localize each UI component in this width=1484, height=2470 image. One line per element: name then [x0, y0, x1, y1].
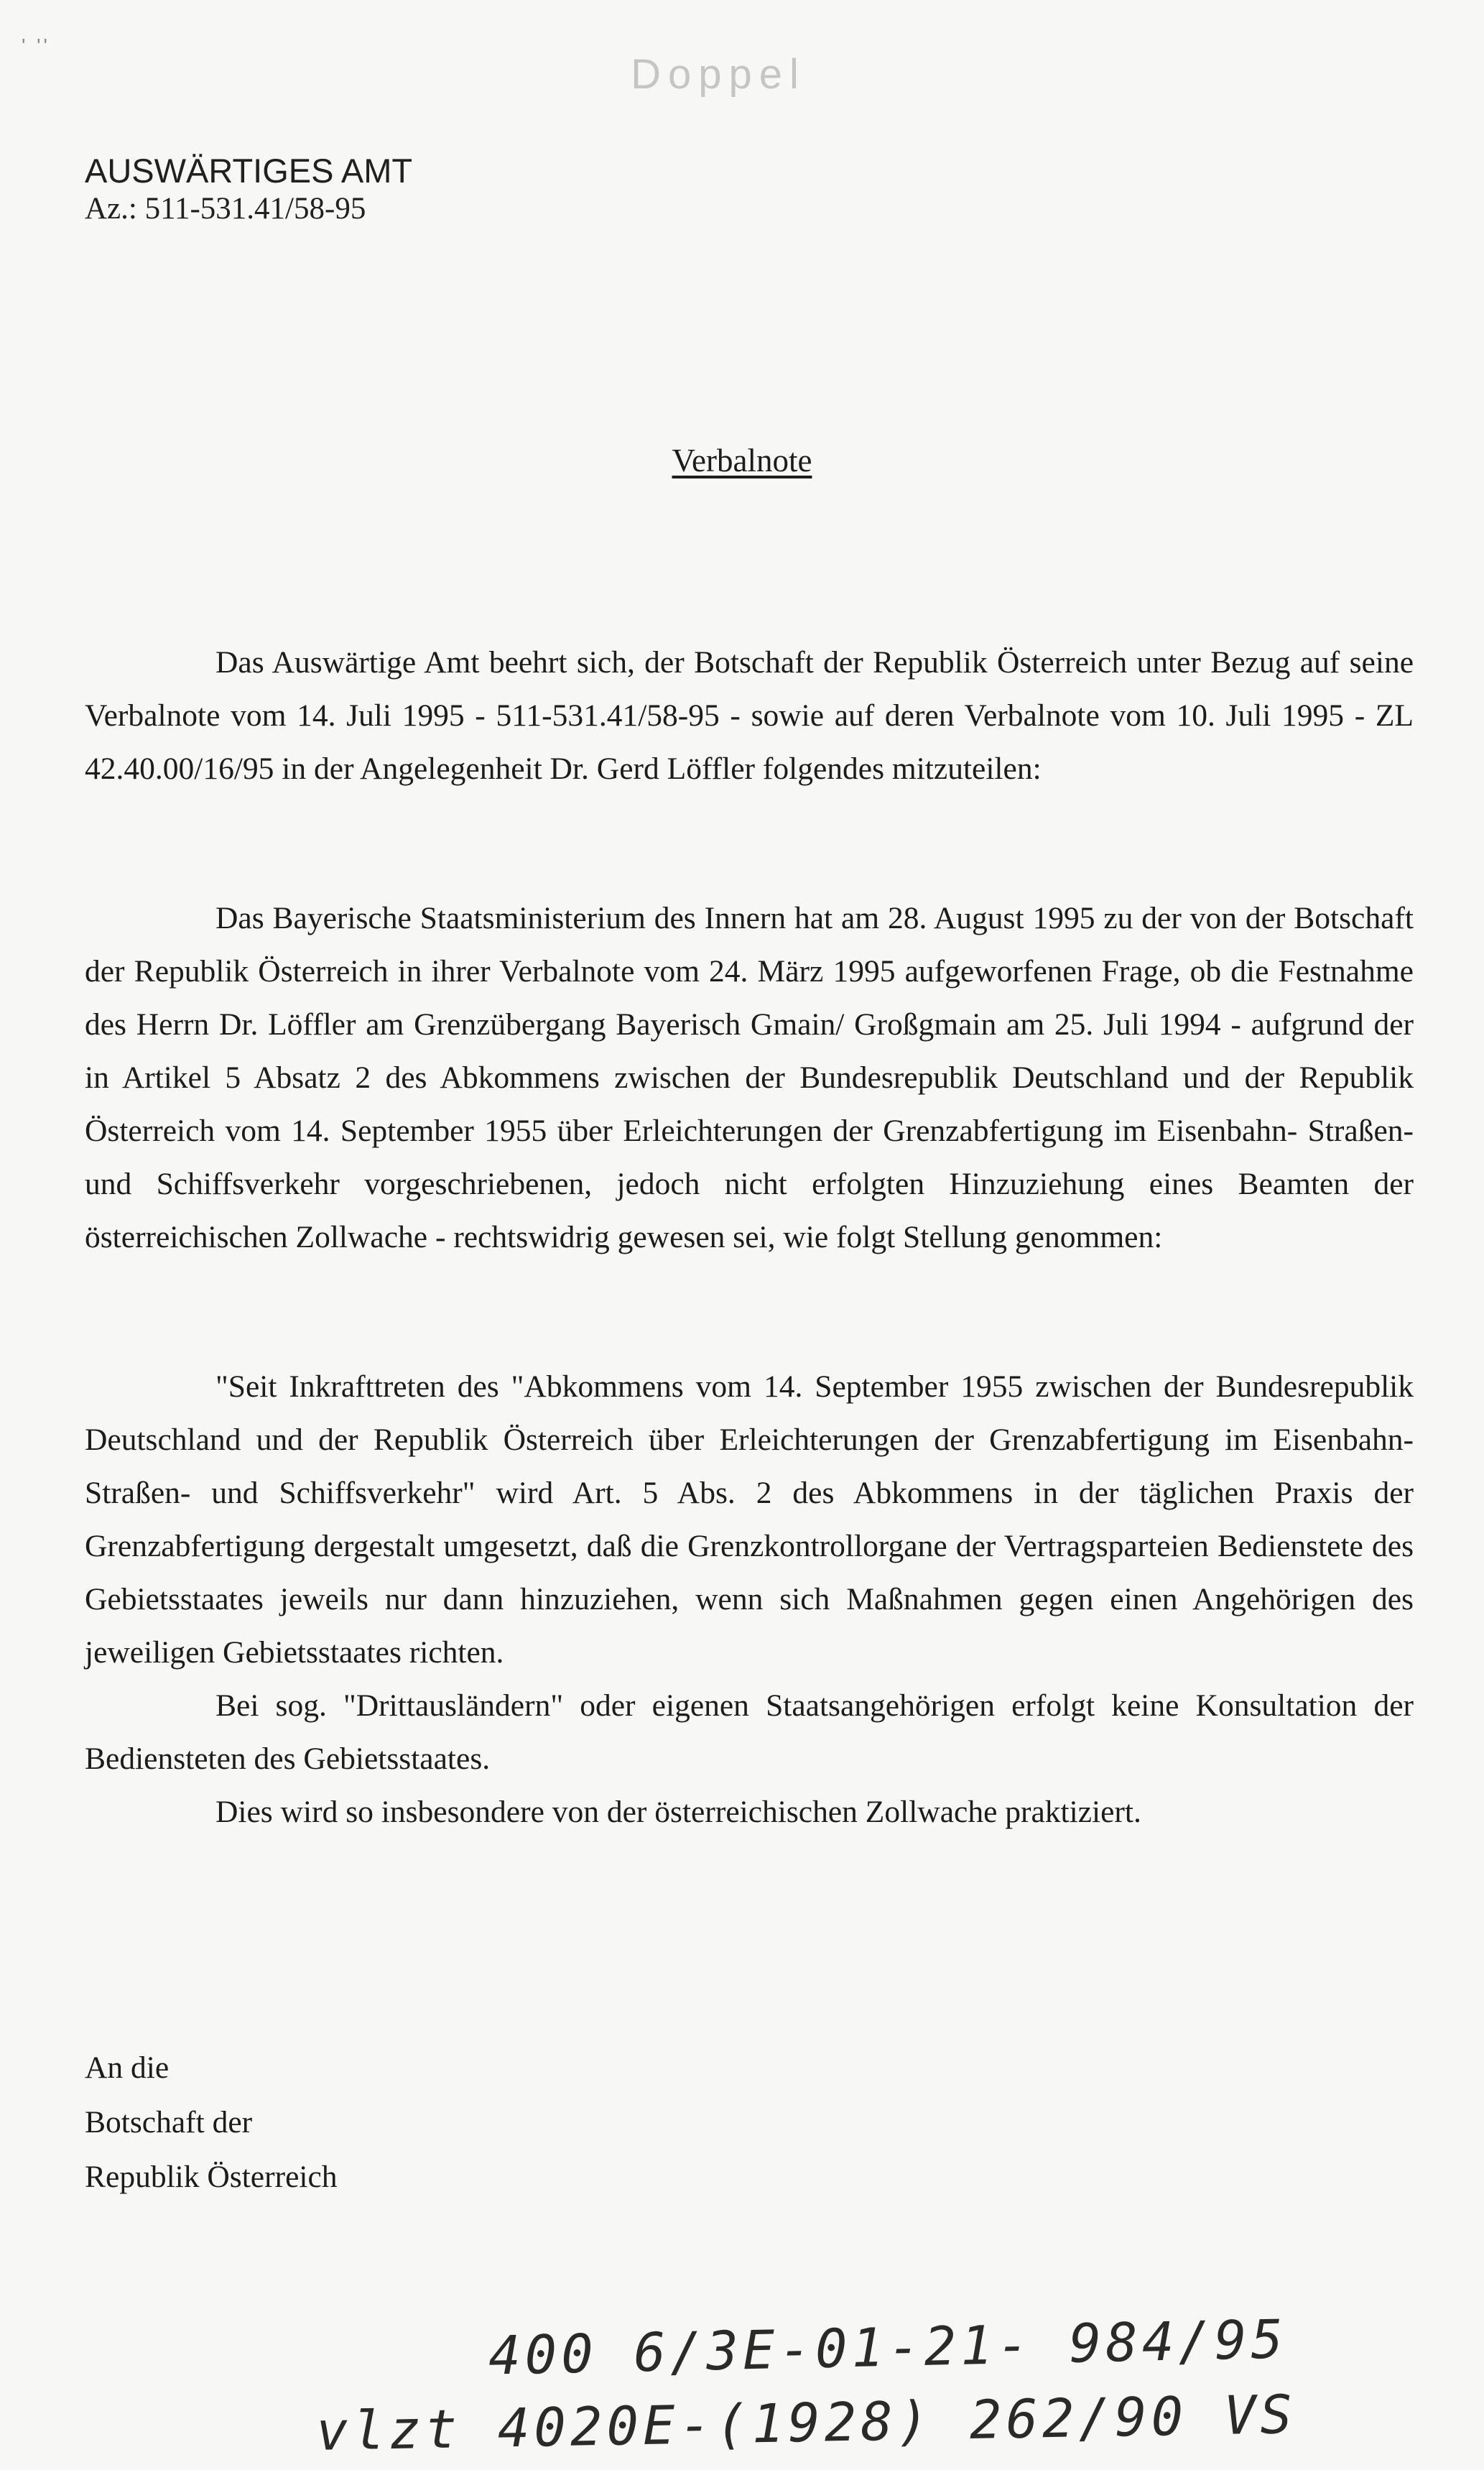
handwritten-note: vlzt 4020E-(1928) 262/90 VS [315, 2384, 1297, 2463]
handwritten-file-number: 400 6/3E-01-21- 984/95 [488, 2308, 1288, 2387]
recipient-address [85, 2040, 338, 2204]
letter-header [85, 151, 412, 227]
paragraph-practice: Dies wird so insbesondere von der österreichischen Zollwache praktiziert. [215, 1795, 1141, 1829]
reference-number: Az.: 511-531.41/58-95 [85, 192, 366, 226]
paragraph-quote: "Seit Inkrafttreten des "Abkommens vom 14. September 1955 zwischen der Bundesrepublik Deutschland und der Republik Österreich über Erleichterungen der Grenzabfertigung im Eisenbahn- Straßen- und Schiffsverkehr" wird Art. 5 Abs. 2 des Abkommens in der täglichen Praxis der Grenzabfertigung dergestalt umgesetzt, daß die Grenzkontrollorgane der Vertragsparteien Bedienstete des Gebietsstaates jeweils nur dann hinzuziehen, wenn sich Maßnahmen gegen einen Angehörigen des jeweiligen Gebietsstaates richten. [85, 1369, 1414, 1670]
letter-body [85, 636, 1414, 1838]
address-line: Botschaft der [85, 2105, 253, 2140]
address-line: Republik Österreich [85, 2160, 338, 2194]
paragraph-third-country: Bei sog. "Drittausländern" oder eigenen Staatsangehörigen erfolgt keine Konsultation der Bediensteten des Gebietsstaates. [85, 1688, 1414, 1776]
corner-mark: ' '' [22, 34, 50, 57]
paragraph-statement: Das Bayerische Staatsministerium des Innern hat am 28. August 1995 zu der von der Botschaft der Republik Österreich in ihrer Verbalnote vom 24. März 1995 aufgeworfenen Frage, ob die Festnahme des Herrn Dr. Löffler am Grenzübergang Bayerisch Gmain/ Großgmain am 25. Juli 1994 - aufgrund der in Artikel 5 Absatz 2 des Abkommens zwischen der Bundesrepublik Deutschland und der Republik Österreich vom 14. September 1955 über Erleichterungen der Grenzabfertigung im Eisenbahn- Straßen- und Schiffsverkehr vorgeschriebenen, jedoch nicht erfolgten Hinzuziehung eines Beamten der österreichischen Zollwache - rechtswidrig gewesen sei, wie folgt Stellung genommen: [85, 901, 1414, 1254]
address-line: An die [85, 2050, 170, 2085]
copy-stamp: Doppel [631, 51, 806, 98]
document-title: Verbalnote [672, 443, 812, 478]
paragraph-intro: Das Auswärtige Amt beehrt sich, der Botschaft der Republik Österreich unter Bezug auf seine Verbalnote vom 14. Juli 1995 - 511-531.41/58-95 - sowie auf deren Verbalnote vom 10. Juli 1995 - ZL 42.40.00/16/95 in der Angelegenheit Dr. Gerd Löffler folgendes mitzuteilen: [85, 645, 1414, 786]
sender-name: AUSWÄRTIGES AMT [85, 152, 413, 190]
